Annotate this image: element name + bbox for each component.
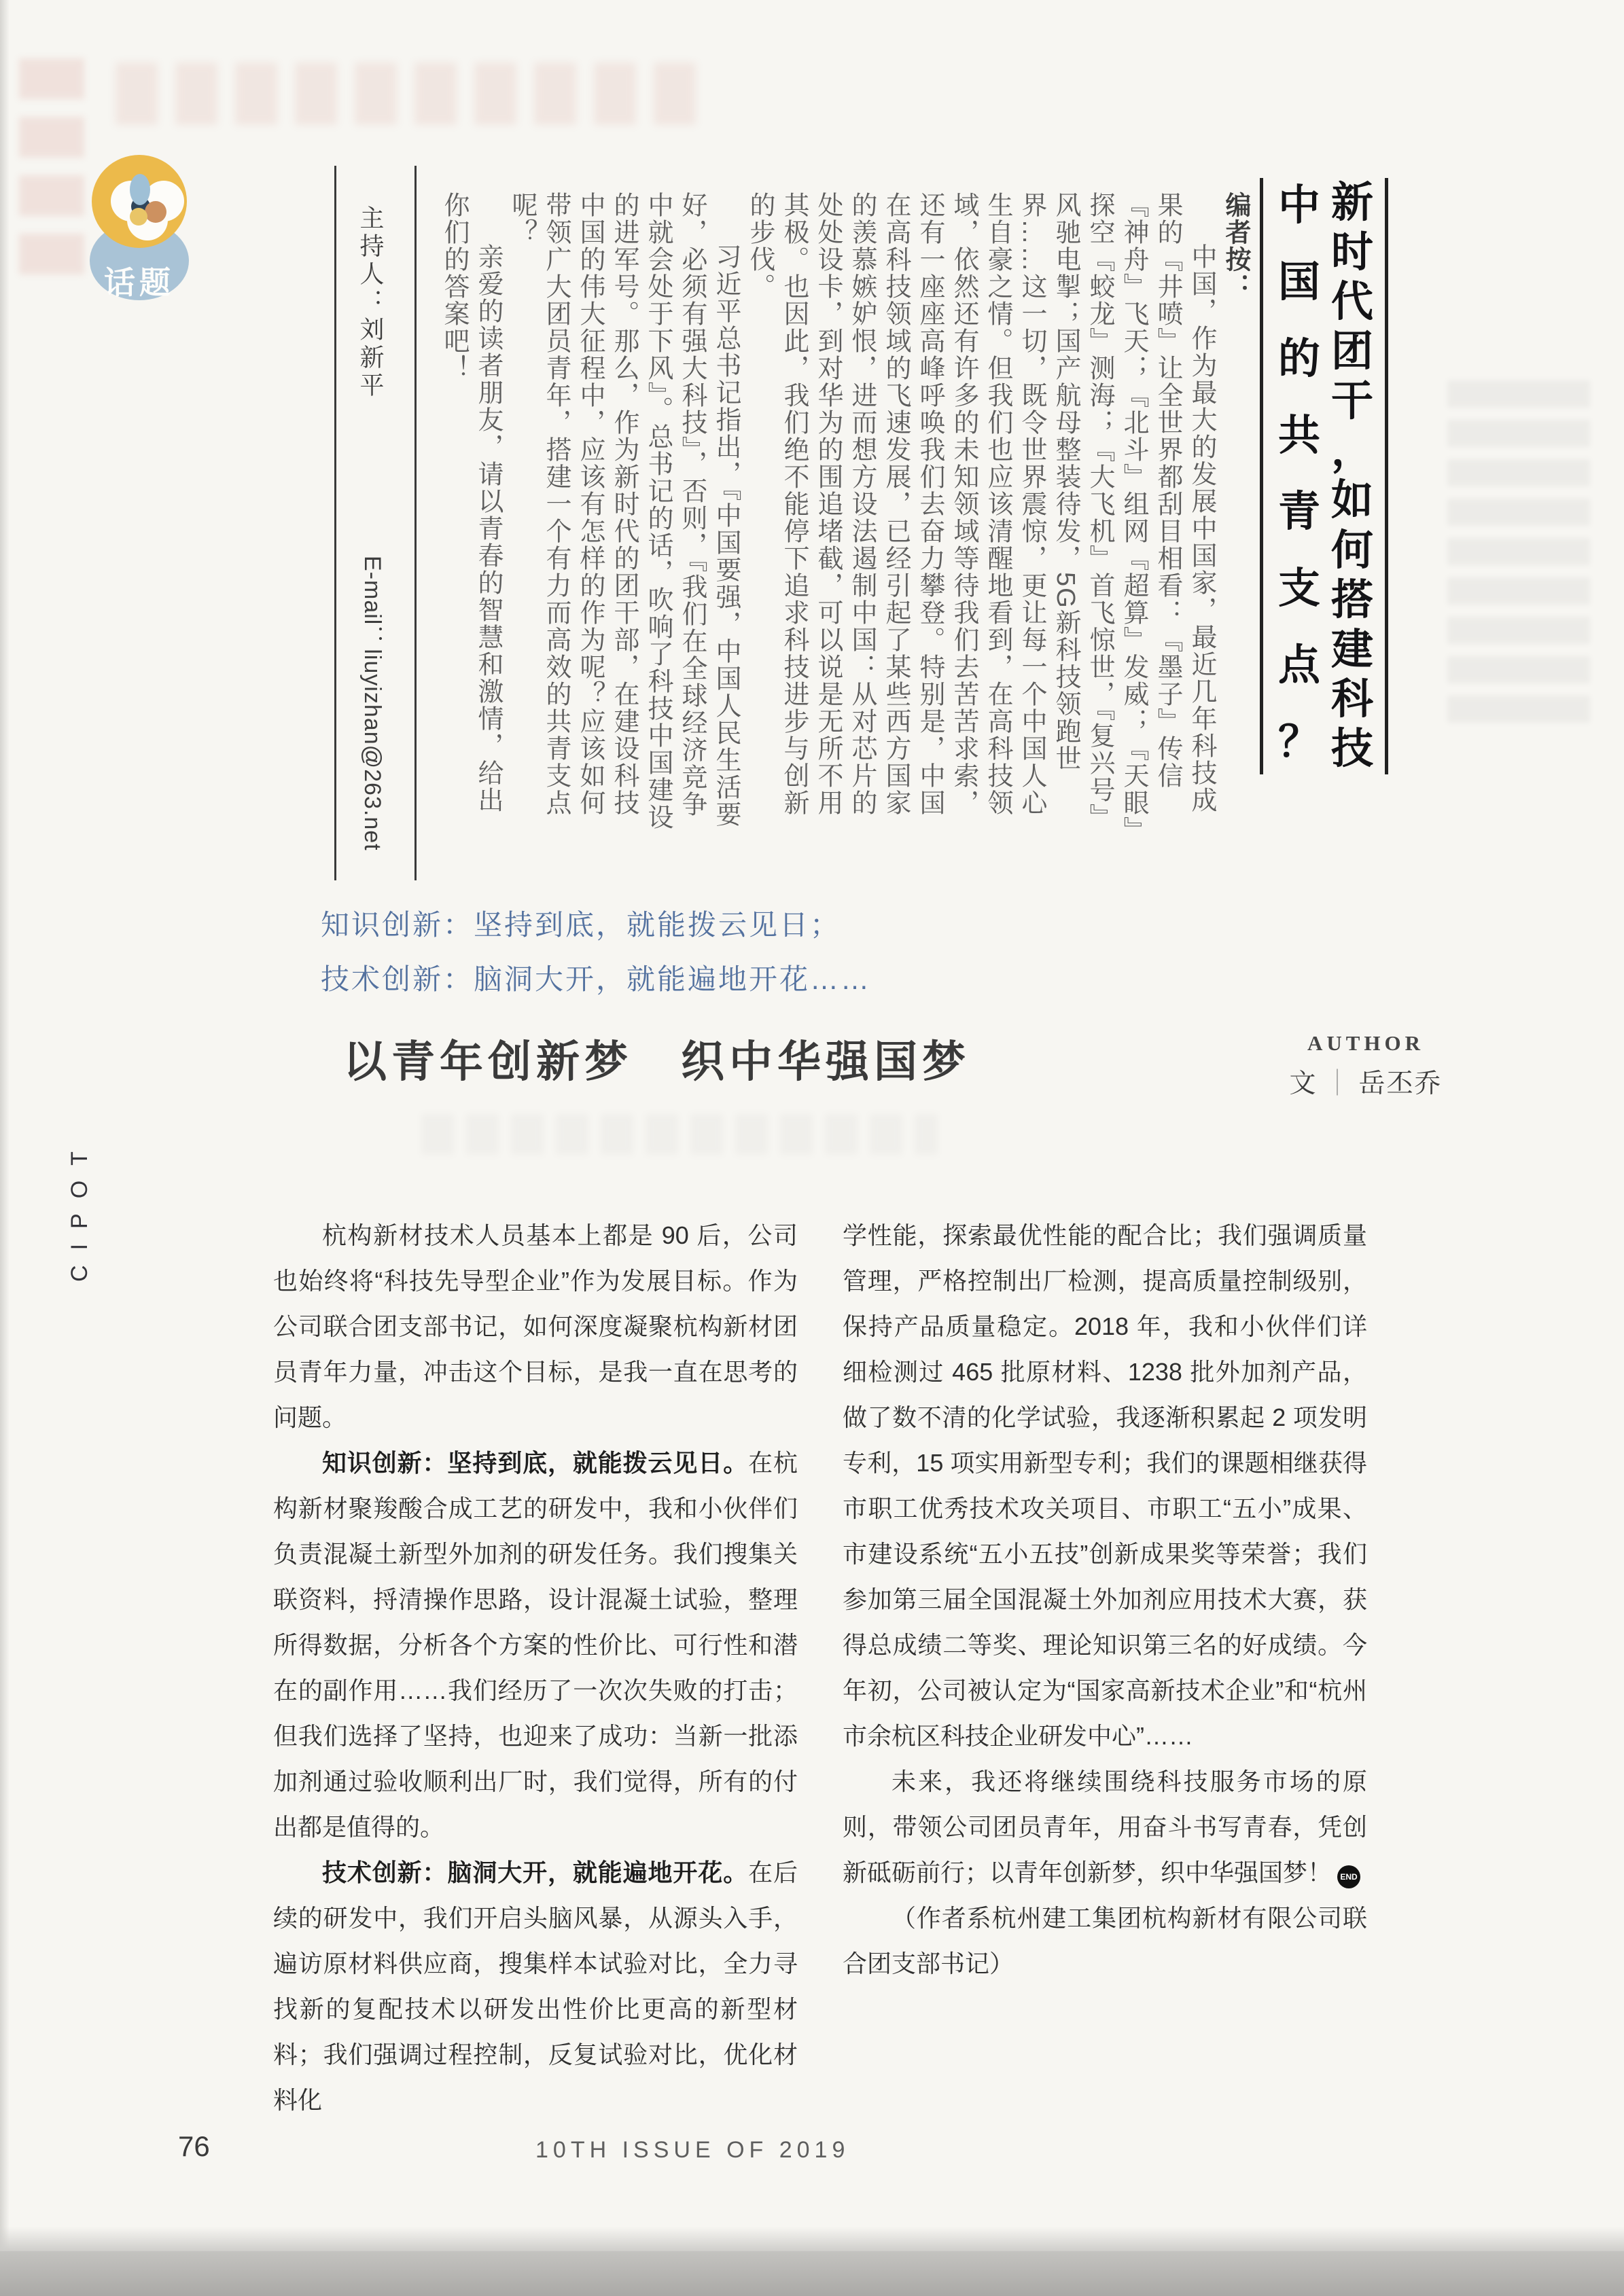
- teaser-line-2: 技术创新：脑洞大开，就能遍地开花……: [321, 963, 872, 995]
- editor-note-paragraph-2: 习近平总书记指出，『中国要强，中国人民生活要好，必须有强大科技』，否则，『我们在全球经济竞争中就会处于下风』。总书记的话，吹响了科技中国建设的进军号。那么，作为新时代的团干部，在建设科技中国的伟大征程中，应该有怎样的作为呢？应该如何带领广大团员青年，搭建一个有力而高效的共青支点呢？: [508, 192, 740, 831]
- body-paragraph-2-lead: 知识创新：坚持到底，就能拨云见日。: [322, 1449, 749, 1477]
- showthrough-ghost-red: [19, 58, 84, 283]
- editor-note-paragraph-1: 中国，作为最大的发展中国家，最近几年科技成果的『井喷』让全世界都刮目相看：『墨子』传信『神舟』飞天；『北斗』组网『超算』发威；『天眼』探空『蛟龙』测海；『大飞机』首飞惊世，『复兴号』风驰电掣；国产航母整装待发，5G新科技领跑世界……这一切，既令世界震惊，更让每一个中国人心生自豪之情。但我们也应该清醒地看到，在高科技领域，依然还有许多的未知领域等待我们去苦苦求索，还有一座座高峰呼唤我们去奋力攀登。特别是，中国在高科技领域的飞速发展，已经引起了某些西方国家的羡慕嫉妒恨，进而想方设法遏制中国：从对芯片的处处设卡，到对华为的围追堵截，可以说是无所不用其极。也因此，我们绝不能停下追求科技进步与创新的步伐。: [745, 192, 1216, 831]
- body-paragraph-1: 杭构新材技术人员基本上都是 90 后，公司也始终将“科技先导型企业”作为发展目标。作为公司联合团支部书记，如何深度凝聚杭构新材团员青年力量，冲击这个目标，是我一直在思考的问题。: [273, 1221, 798, 1431]
- logo-label: 话题: [104, 265, 175, 300]
- editor-note: [430, 192, 1252, 838]
- showthrough-ghost-text: [116, 62, 713, 125]
- moderator-rule-left: [334, 166, 336, 880]
- body-paragraph-2-rest: 在杭构新材聚羧酸合成工艺的研发中，我和小伙伴们负责混凝土新型外加剂的研发任务。我们搜集关联资料，捋清操作思路，设计混凝土试验，整理所得数据，分析各个方案的性价比、可行性和潜在的副作用……我们经历了一次次失败的打击；但我们选择了坚持，也迎来了成功：当新一批添加剂通过验收顺利出厂时，我们觉得，所有的付出都是值得的。: [273, 1449, 798, 1841]
- body-paragraph-3-continued: 学性能，探索最优性能的配合比；我们强调质量管理，严格控制出厂检测，提高质量控制级别，保持产品质量稳定。2018 年，我和小伙伴们详细检测过 465 批原材料、1238 批外加剂产品，做了数不清的化学试验，我逐渐积累起 2 项发明专利，15 项实用新型专利；我们的课题相继获得市职工优秀技术攻关项目、市职工“五小”成果、市建设系统“五小五技”创新成果奖等荣誉；我们参加第三届全国混凝土外加剂应用技术大赛，获得总成绩二等奖、理论知识第三名的好成绩。今年初，公司被认定为“国家高新技术企业”和“杭州市余杭区科技企业研发中心”……: [843, 1221, 1367, 1750]
- moderator-rule-right: [414, 166, 417, 880]
- body-paragraph-author-note: （作者系杭州建工集团杭构新材有限公司联合团支部书记）: [843, 1904, 1367, 1977]
- body-column-right: [843, 1213, 1367, 1986]
- byline-prefix: 文: [1289, 1069, 1318, 1098]
- scan-bottom-fade: [0, 2227, 1624, 2251]
- editor-headline-line1: 新 时 代 团 干 ， 如 何 搭 建 科 技: [1330, 179, 1373, 772]
- issue-label: 10TH ISSUE OF 2019: [535, 2137, 850, 2163]
- body-paragraph-3: [273, 1850, 798, 2123]
- body-paragraph-2: [273, 1440, 798, 1850]
- body-column-left: [273, 1213, 798, 2123]
- author-block: [1264, 1031, 1468, 1100]
- logo-yellow-petal: [130, 208, 147, 226]
- moderator-name: 主持人：刘新平: [357, 205, 385, 400]
- body-paragraph-3-rest: 在后续的研发中，我们开启头脑风暴，从源头入手，遍访原材料供应商，搜集样本试验对比，全力寻找新的复配技术以研发出性价比更高的新型材料；我们强调过程控制，反复试验对比，优化材料化: [273, 1859, 798, 2114]
- logo-orange-petal: [145, 201, 166, 223]
- end-badge: END: [1337, 1865, 1360, 1888]
- author-label: AUTHOR: [1307, 1031, 1425, 1055]
- byline: [1264, 1062, 1468, 1100]
- editor-note-label: 编者按：: [1221, 192, 1250, 300]
- showthrough-ghost-gray: [1447, 380, 1590, 734]
- body-paragraph-3-lead: 技术创新：脑洞大开，就能遍地开花。: [322, 1859, 749, 1886]
- teaser-line-1: 知识创新：坚持到底，就能拨云见日；: [321, 909, 841, 941]
- byline-separator: ｜: [1324, 1069, 1352, 1098]
- headline-rule-left: [1260, 178, 1263, 774]
- showthrough-ghost-gray-2: [421, 1114, 938, 1155]
- editor-note-paragraph-3: 亲爱的读者朋友，请以青春的智慧和激情，给出你们的答案吧！: [440, 192, 502, 814]
- page-number: 76: [178, 2130, 210, 2162]
- teaser-block: [321, 898, 871, 1007]
- headline-rule-right: [1385, 178, 1388, 774]
- editor-headline-line2: 中 国 的 共 青 支 点 ？: [1277, 182, 1320, 766]
- body-paragraph-4: [843, 1759, 1367, 1895]
- moderator-email: E-mail：liuyizhan@263.net: [359, 556, 385, 851]
- scan-left-edge: [0, 0, 10, 2296]
- logo-yellow-circle: [92, 155, 187, 248]
- article-title: 以青年创新梦 织中华强国梦: [343, 1037, 970, 1086]
- logo-blue-petal: [130, 174, 150, 205]
- byline-name: 岳丕乔: [1358, 1069, 1443, 1098]
- topic-vertical-label: CIPOT: [67, 1136, 92, 1282]
- scan-bottom-edge: [0, 2251, 1624, 2296]
- body-paragraph-4-text: 未来，我还将继续围绕科技服务市场的原则，带领公司团员青年，用奋斗书写青春，凭创新砥砺前行；以青年创新梦，织中华强国梦！: [843, 1768, 1367, 1886]
